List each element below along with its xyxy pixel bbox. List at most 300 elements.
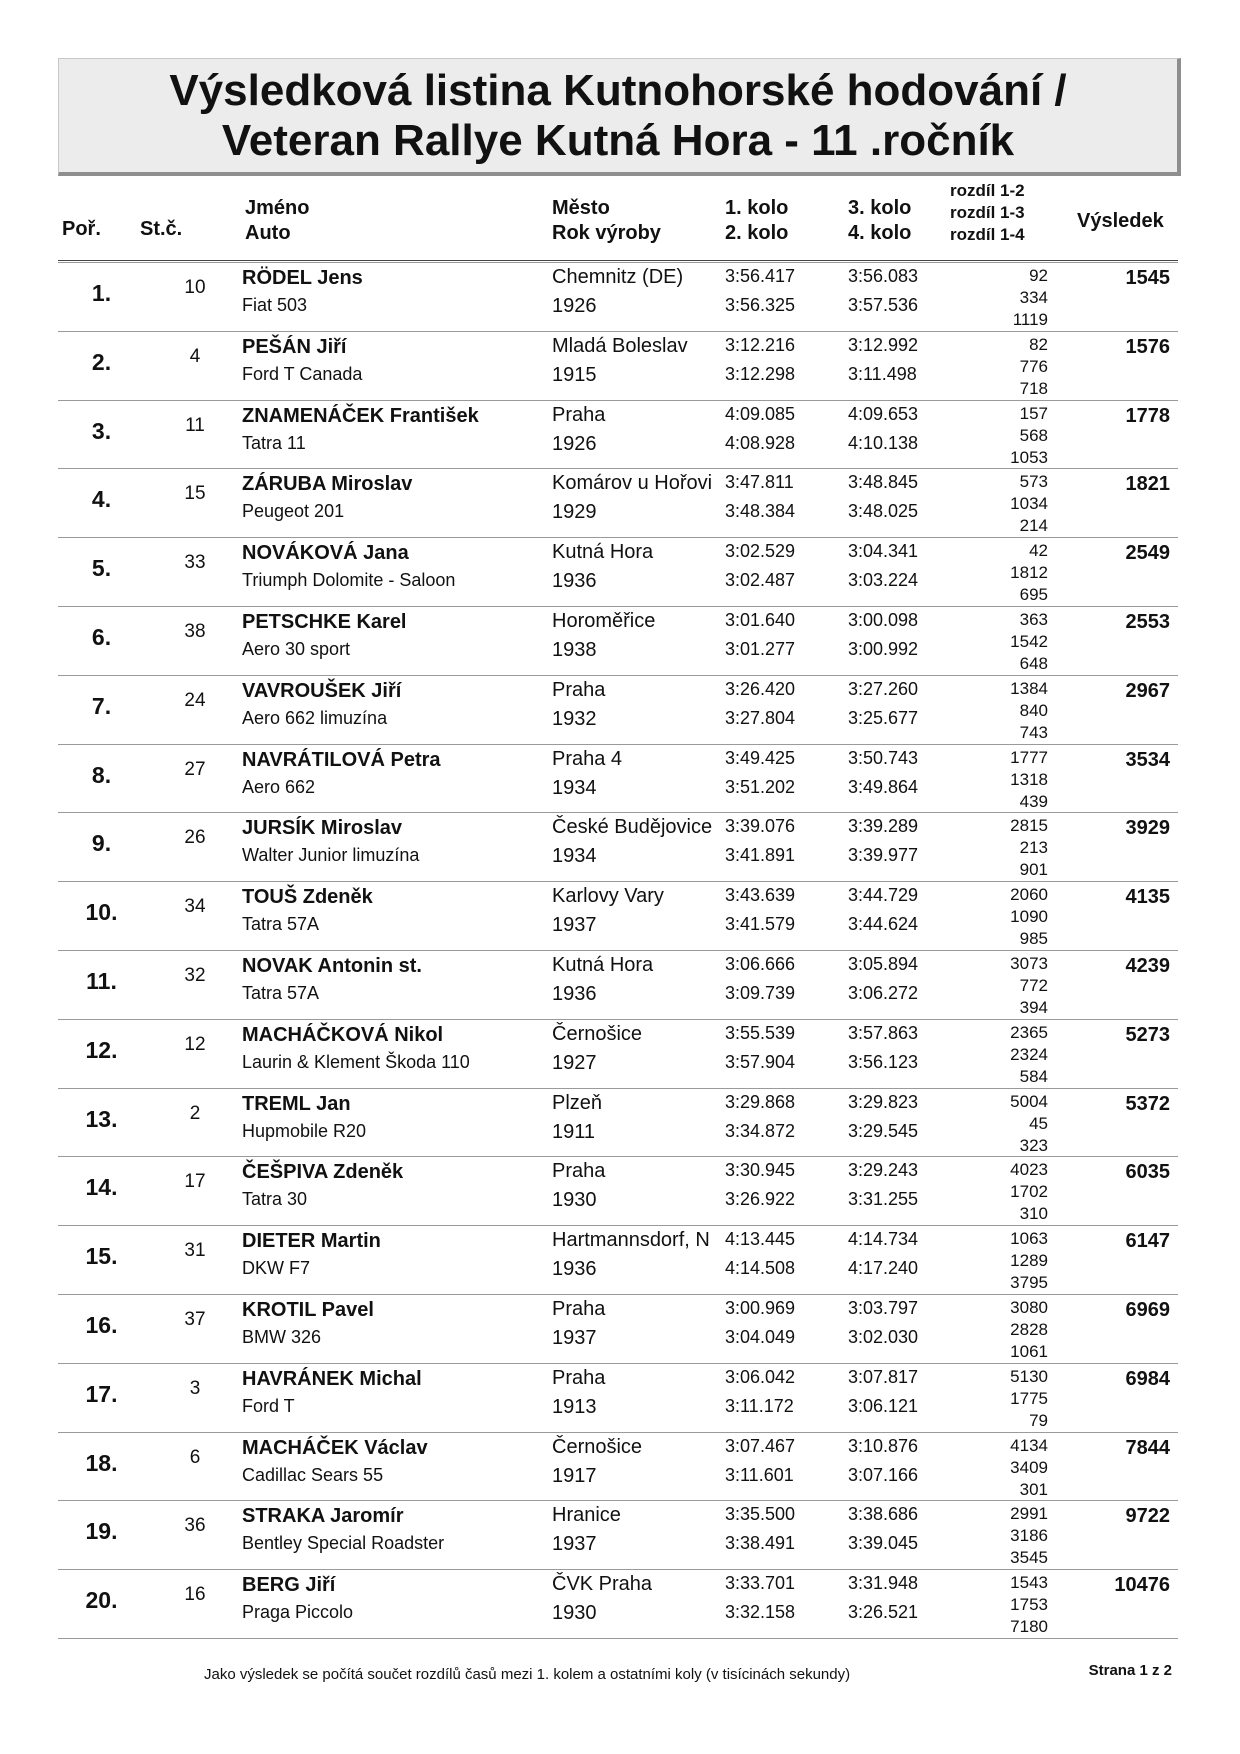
lap3-time: 3:04.341 <box>848 541 919 562</box>
driver-name: MACHÁČEK Václav <box>242 1436 428 1459</box>
car-model: Ford T <box>242 1395 295 1416</box>
lap4-time: 3:56.123 <box>848 1051 919 1072</box>
driver-name: RÖDEL Jens <box>242 267 363 289</box>
start-number: 12 <box>184 1033 206 1055</box>
diff-1-2: 82 <box>1029 334 1048 354</box>
lap4-time: 4:17.240 <box>848 1258 919 1279</box>
lap3-time: 3:50.743 <box>848 747 919 768</box>
lap2-time: 3:34.872 <box>725 1120 796 1141</box>
lap3-time: 3:56.083 <box>848 266 919 286</box>
car-model: Fiat 503 <box>242 295 308 315</box>
table-row <box>58 1019 1178 1088</box>
start-number: 4 <box>189 345 201 367</box>
diff-1-3: 1090 <box>1010 907 1048 927</box>
diff-1-2: 363 <box>1019 610 1048 629</box>
driver-name: PEŠÁN Jiří <box>242 335 347 358</box>
header-position: Poř. <box>62 218 101 240</box>
lap1-time: 3:29.868 <box>725 1091 796 1112</box>
result: 2967 <box>1125 679 1170 702</box>
diff-1-4: 79 <box>1029 1410 1048 1430</box>
diff-1-4: 695 <box>1019 585 1048 605</box>
city: Hartmannsdorf, N <box>552 1229 710 1252</box>
table-row <box>58 1569 1178 1638</box>
lap4-time: 3:07.166 <box>848 1464 919 1485</box>
position: 8. <box>91 761 112 788</box>
driver-name: ZÁRUBA Miroslav <box>242 473 413 496</box>
lap3-time: 3:39.289 <box>848 816 919 837</box>
diff-1-4: 301 <box>1019 1479 1048 1499</box>
driver-name: NAVRÁTILOVÁ Petra <box>242 748 441 771</box>
lap1-time: 3:39.076 <box>725 816 796 837</box>
lap2-time: 3:11.172 <box>725 1395 794 1416</box>
table-row <box>58 744 1178 813</box>
position: 18. <box>85 1449 118 1476</box>
position: 16. <box>85 1312 118 1338</box>
year-of-manufacture: 1927 <box>552 1051 597 1074</box>
lap2-time: 3:01.277 <box>725 639 796 659</box>
lap2-time: 4:08.928 <box>725 432 796 453</box>
city: Mladá Boleslav <box>552 334 688 357</box>
result: 3929 <box>1125 817 1170 840</box>
position: 5. <box>91 555 112 582</box>
position: 11. <box>86 968 117 994</box>
lap3-time: 3:27.260 <box>848 678 919 699</box>
position: 3. <box>91 417 112 444</box>
lap4-time: 3:44.624 <box>848 914 919 935</box>
result: 1821 <box>1125 473 1170 496</box>
city: Praha <box>552 403 606 426</box>
driver-name: STRAKA Jaromír <box>242 1505 404 1528</box>
result: 6035 <box>1125 1161 1170 1184</box>
year-of-manufacture: 1934 <box>552 776 597 799</box>
table-row <box>58 675 1178 744</box>
diff-1-3: 568 <box>1019 425 1048 445</box>
table-row <box>58 537 1178 606</box>
lap3-time: 3:10.876 <box>848 1435 919 1456</box>
lap4-time: 3:11.498 <box>848 363 917 384</box>
lap1-time: 3:55.539 <box>725 1022 796 1043</box>
position: 20. <box>85 1587 118 1614</box>
header-lap1: 1. kolo <box>725 197 789 219</box>
city: České Budějovice <box>552 816 713 839</box>
position: 10. <box>85 899 118 926</box>
car-model: Tatra 57A <box>242 914 320 935</box>
start-number: 15 <box>184 483 206 505</box>
car-model: DKW F7 <box>242 1258 311 1279</box>
lap3-time: 3:48.845 <box>848 472 919 493</box>
lap3-time: 3:12.992 <box>848 334 919 355</box>
city: Karlovy Vary <box>552 885 664 908</box>
year-of-manufacture: 1937 <box>552 1533 597 1556</box>
header-start-no: St.č. <box>140 218 183 240</box>
diff-1-2: 1777 <box>1010 747 1048 767</box>
table-row <box>58 881 1178 950</box>
start-number: 34 <box>184 896 206 918</box>
result: 2549 <box>1125 542 1170 565</box>
start-number: 11 <box>185 414 205 436</box>
table-bottom-rule <box>58 1638 1178 1639</box>
lap2-time: 3:12.298 <box>725 363 796 384</box>
table-row <box>58 400 1178 469</box>
table-row <box>58 1500 1178 1569</box>
lap4-time: 3:00.992 <box>848 639 919 659</box>
lap2-time: 3:41.579 <box>725 914 796 935</box>
diff-1-2: 3073 <box>1010 954 1048 973</box>
diff-1-3: 1034 <box>1010 494 1048 514</box>
lap2-time: 3:56.325 <box>725 295 796 315</box>
result: 1576 <box>1125 335 1170 358</box>
year-of-manufacture: 1932 <box>552 707 597 730</box>
car-model: BMW 326 <box>242 1327 322 1347</box>
lap1-time: 3:30.945 <box>725 1160 796 1181</box>
result: 6147 <box>1125 1230 1170 1253</box>
lap3-time: 3:38.686 <box>848 1504 919 1525</box>
start-number: 33 <box>184 552 206 574</box>
lap1-time: 3:47.811 <box>725 472 794 493</box>
lap4-time: 3:31.255 <box>848 1189 919 1210</box>
city: Černošice <box>552 1022 643 1045</box>
header-rule <box>58 260 1178 261</box>
lap3-time: 3:29.823 <box>848 1091 919 1112</box>
header-diff12: rozdíl 1-2 <box>950 181 1025 200</box>
car-model: Aero 30 sport <box>242 639 351 659</box>
city: Praha <box>552 1160 606 1183</box>
diff-1-3: 3409 <box>1010 1457 1048 1477</box>
car-model: Praga Piccolo <box>242 1602 354 1623</box>
lap4-time: 3:02.030 <box>848 1327 919 1347</box>
city: Plzeň <box>552 1091 603 1114</box>
start-number: 37 <box>184 1309 206 1330</box>
driver-name: VAVROUŠEK Jiří <box>242 679 402 702</box>
start-number: 16 <box>184 1584 206 1606</box>
driver-name: HAVRÁNEK Michal <box>242 1367 422 1390</box>
diff-1-3: 1753 <box>1010 1595 1048 1615</box>
lap1-time: 3:56.417 <box>725 266 796 286</box>
car-model: Bentley Special Roadster <box>242 1533 445 1554</box>
page-number: Strana 1 z 2 <box>1088 1662 1172 1679</box>
diff-1-4: 985 <box>1019 929 1048 949</box>
position: 15. <box>85 1243 118 1270</box>
city: Černošice <box>552 1435 643 1458</box>
lap1-time: 3:12.216 <box>725 334 796 355</box>
lap4-time: 3:49.864 <box>848 776 919 797</box>
lap4-time: 3:39.045 <box>848 1533 919 1554</box>
city: Praha 4 <box>552 747 623 770</box>
driver-name: PETSCHKE Karel <box>242 611 407 633</box>
diff-1-4: 901 <box>1019 860 1048 880</box>
start-number: 10 <box>184 277 206 298</box>
lap4-time: 3:48.025 <box>848 501 919 522</box>
position: 1. <box>91 280 112 306</box>
diff-1-3: 334 <box>1019 288 1048 307</box>
lap3-time: 3:44.729 <box>848 885 919 906</box>
year-of-manufacture: 1929 <box>552 501 597 524</box>
lap4-time: 3:26.521 <box>848 1602 919 1623</box>
lap4-time: 3:25.677 <box>848 707 919 728</box>
lap2-time: 4:14.508 <box>725 1258 796 1279</box>
lap2-time: 3:51.202 <box>725 776 796 797</box>
position: 4. <box>91 486 112 513</box>
lap2-time: 3:32.158 <box>725 1602 796 1623</box>
start-number: 38 <box>184 621 206 642</box>
car-model: Tatra 11 <box>242 432 306 453</box>
header-result: Výsledek <box>1077 210 1164 232</box>
diff-1-4: 584 <box>1019 1066 1048 1086</box>
diff-1-3: 1702 <box>1010 1182 1048 1202</box>
header-name: Jméno <box>245 197 310 219</box>
table-row <box>58 1294 1178 1363</box>
diff-1-3: 1812 <box>1010 563 1048 583</box>
year-of-manufacture: 1937 <box>552 914 597 937</box>
table-row <box>58 262 1178 331</box>
lap1-time: 3:02.529 <box>725 541 796 562</box>
city: Chemnitz (DE) <box>552 266 684 288</box>
result: 10476 <box>1114 1574 1170 1597</box>
city: Komárov u Hořovi <box>552 472 713 495</box>
car-model: Triumph Dolomite - Saloon <box>242 570 456 591</box>
year-of-manufacture: 1938 <box>552 639 597 661</box>
diff-1-4: 323 <box>1019 1135 1048 1155</box>
lap3-time: 3:29.243 <box>848 1160 919 1181</box>
table-row <box>58 1363 1178 1432</box>
year-of-manufacture: 1930 <box>552 1602 597 1625</box>
position: 6. <box>91 624 112 650</box>
position: 9. <box>91 830 112 857</box>
lap1-time: 3:26.420 <box>725 678 796 699</box>
position: 13. <box>85 1105 118 1132</box>
lap1-time: 4:09.085 <box>725 403 796 424</box>
lap1-time: 3:06.666 <box>725 954 796 974</box>
lap2-time: 3:09.739 <box>725 983 796 1003</box>
year-of-manufacture: 1930 <box>552 1189 597 1212</box>
position: 17. <box>85 1380 118 1407</box>
header-lap2: 2. kolo <box>725 222 789 244</box>
table-row <box>58 1156 1178 1225</box>
header-diff14: rozdíl 1-4 <box>950 225 1025 244</box>
result: 1545 <box>1125 267 1170 289</box>
lap1-time: 3:06.042 <box>725 1366 796 1387</box>
start-number: 31 <box>184 1240 206 1262</box>
lap2-time: 3:11.601 <box>725 1464 794 1485</box>
lap1-time: 3:35.500 <box>725 1504 796 1525</box>
driver-name: BERG Jiří <box>242 1574 336 1597</box>
diff-1-4: 7180 <box>1010 1617 1048 1637</box>
diff-1-2: 2991 <box>1010 1504 1048 1524</box>
position: 7. <box>91 692 112 719</box>
driver-name: NOVÁKOVÁ Jana <box>242 542 409 565</box>
diff-1-4: 310 <box>1019 1204 1048 1224</box>
start-number: 3 <box>189 1377 201 1399</box>
header-car: Auto <box>245 222 291 244</box>
lap3-time: 3:00.098 <box>848 610 919 630</box>
result: 1778 <box>1125 404 1170 427</box>
car-model: Tatra 30 <box>242 1189 308 1210</box>
lap3-time: 3:07.817 <box>848 1366 919 1387</box>
header-year: Rok výroby <box>552 222 661 244</box>
lap2-time: 3:27.804 <box>725 707 796 728</box>
driver-name: MACHÁČKOVÁ Nikol <box>242 1023 444 1046</box>
car-model: Aero 662 <box>242 776 316 797</box>
page-title-line-1: Výsledková listina Kutnohorské hodování / <box>169 65 1067 115</box>
lap2-time: 3:57.904 <box>725 1051 796 1072</box>
lap1-time: 3:07.467 <box>725 1435 796 1456</box>
diff-1-2: 5130 <box>1010 1366 1048 1386</box>
start-number: 36 <box>184 1515 206 1537</box>
table-row <box>58 1088 1178 1157</box>
result: 2553 <box>1125 611 1170 633</box>
diff-1-2: 4023 <box>1010 1160 1048 1180</box>
driver-name: KROTIL Pavel <box>242 1299 374 1321</box>
lap3-time: 4:09.653 <box>848 403 919 424</box>
driver-name: TREML Jan <box>242 1092 351 1115</box>
diff-1-2: 2815 <box>1010 816 1048 836</box>
diff-1-2: 573 <box>1019 472 1048 492</box>
title-box <box>58 58 1181 176</box>
city: Praha <box>552 1366 606 1389</box>
diff-1-4: 1053 <box>1010 447 1048 467</box>
year-of-manufacture: 1926 <box>552 295 597 317</box>
car-model: Aero 662 limuzína <box>242 707 388 728</box>
diff-1-3: 776 <box>1019 356 1048 376</box>
table-row <box>58 1432 1178 1501</box>
table-row <box>58 1225 1178 1294</box>
lap1-time: 3:43.639 <box>725 885 796 906</box>
lap3-time: 3:57.863 <box>848 1022 919 1043</box>
lap2-time: 3:41.891 <box>725 845 796 866</box>
lap1-time: 4:13.445 <box>725 1229 796 1250</box>
lap3-time: 3:05.894 <box>848 954 919 974</box>
car-model: Tatra 57A <box>242 983 320 1003</box>
position: 2. <box>91 348 112 375</box>
position: 19. <box>85 1518 118 1545</box>
driver-name: DIETER Martin <box>242 1230 381 1253</box>
lap1-time: 3:00.969 <box>725 1298 796 1318</box>
car-model: Ford T Canada <box>242 363 363 384</box>
result: 5372 <box>1125 1092 1170 1115</box>
driver-name: ZNAMENÁČEK František <box>242 404 479 427</box>
diff-1-2: 1543 <box>1010 1573 1048 1593</box>
car-model: Peugeot 201 <box>242 501 345 522</box>
year-of-manufacture: 1934 <box>552 845 597 868</box>
diff-1-4: 743 <box>1019 722 1048 742</box>
result: 6984 <box>1125 1367 1170 1390</box>
table-row <box>58 331 1178 400</box>
lap2-time: 3:04.049 <box>725 1327 796 1347</box>
result: 4239 <box>1125 955 1170 977</box>
diff-1-2: 92 <box>1029 266 1048 285</box>
diff-1-2: 1063 <box>1010 1229 1048 1249</box>
lap3-time: 3:03.797 <box>848 1298 919 1318</box>
result: 4135 <box>1125 886 1170 909</box>
year-of-manufacture: 1913 <box>552 1395 597 1418</box>
start-number: 6 <box>189 1446 201 1468</box>
result: 3534 <box>1125 748 1170 771</box>
city: Kutná Hora <box>552 541 654 564</box>
result: 7844 <box>1125 1436 1170 1459</box>
result: 5273 <box>1125 1023 1170 1046</box>
car-model: Walter Junior limuzína <box>242 845 420 866</box>
diff-1-4: 1061 <box>1010 1342 1048 1361</box>
driver-name: NOVAK Antonin st. <box>242 955 422 977</box>
lap2-time: 3:02.487 <box>725 570 796 591</box>
lap3-time: 4:14.734 <box>848 1229 919 1250</box>
diff-1-4: 1119 <box>1012 310 1048 329</box>
diff-1-3: 45 <box>1029 1113 1048 1133</box>
result: 6969 <box>1125 1299 1170 1321</box>
lap4-time: 3:06.272 <box>848 983 919 1003</box>
year-of-manufacture: 1936 <box>552 570 597 593</box>
header-lap3: 3. kolo <box>848 197 912 219</box>
diff-1-3: 3186 <box>1010 1526 1048 1546</box>
start-number: 32 <box>184 965 206 986</box>
table-row <box>58 950 1178 1019</box>
diff-1-3: 1542 <box>1010 632 1048 651</box>
diff-1-4: 648 <box>1019 654 1048 673</box>
driver-name: TOUŠ Zdeněk <box>242 886 373 909</box>
year-of-manufacture: 1937 <box>552 1327 597 1349</box>
car-model: Laurin & Klement Škoda 110 <box>242 1051 470 1072</box>
lap4-time: 3:57.536 <box>848 295 919 315</box>
diff-1-2: 1384 <box>1010 678 1048 698</box>
city: Praha <box>552 1298 606 1320</box>
lap1-time: 3:49.425 <box>725 747 796 768</box>
table-row <box>58 812 1178 881</box>
header-city: Město <box>552 197 610 219</box>
city: ČVK Praha <box>552 1573 653 1596</box>
diff-1-3: 213 <box>1019 838 1048 858</box>
lap2-time: 3:38.491 <box>725 1533 796 1554</box>
diff-1-2: 42 <box>1029 541 1048 561</box>
diff-1-4: 394 <box>1019 998 1048 1017</box>
city: Kutná Hora <box>552 954 654 976</box>
diff-1-4: 214 <box>1019 516 1048 536</box>
driver-name: JURSÍK Miroslav <box>242 817 403 840</box>
diff-1-3: 772 <box>1019 976 1048 995</box>
year-of-manufacture: 1915 <box>552 363 597 386</box>
city: Praha <box>552 678 606 701</box>
table-row <box>58 468 1178 537</box>
footer-note: Jako výsledek se počítá součet rozdílů časů mezi 1. kolem a ostatními koly (v tisícinách sekundy) <box>204 1666 851 1683</box>
start-number: 24 <box>184 689 206 711</box>
diff-1-2: 157 <box>1019 403 1048 423</box>
car-model: Cadillac Sears 55 <box>242 1464 384 1485</box>
lap2-time: 3:26.922 <box>725 1189 796 1210</box>
year-of-manufacture: 1911 <box>552 1120 596 1143</box>
car-model: Hupmobile R20 <box>242 1120 367 1141</box>
year-of-manufacture: 1917 <box>552 1464 597 1487</box>
year-of-manufacture: 1936 <box>552 1258 597 1281</box>
position: 12. <box>85 1036 118 1063</box>
year-of-manufacture: 1926 <box>552 432 597 455</box>
table-row <box>58 606 1178 675</box>
result: 9722 <box>1125 1505 1170 1528</box>
city: Hranice <box>552 1504 621 1527</box>
diff-1-3: 1289 <box>1010 1251 1048 1271</box>
lap2-time: 3:48.384 <box>725 501 796 522</box>
lap4-time: 4:10.138 <box>848 432 919 453</box>
diff-1-2: 2365 <box>1010 1022 1048 1042</box>
lap4-time: 3:39.977 <box>848 845 919 866</box>
diff-1-2: 3080 <box>1010 1298 1048 1317</box>
header-diff13: rozdíl 1-3 <box>950 203 1025 222</box>
start-number: 27 <box>184 758 206 780</box>
start-number: 17 <box>184 1171 206 1193</box>
diff-1-3: 1775 <box>1010 1388 1048 1408</box>
position: 14. <box>85 1174 118 1201</box>
lap4-time: 3:29.545 <box>848 1120 919 1141</box>
lap3-time: 3:31.948 <box>848 1573 919 1594</box>
page-title-line-2: Veteran Rallye Kutná Hora - 11 .ročník <box>221 115 1015 165</box>
